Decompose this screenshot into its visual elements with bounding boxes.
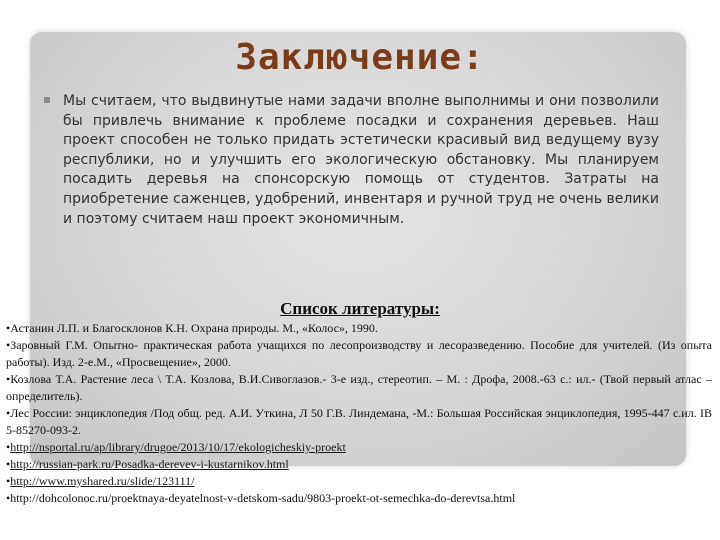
reference-item-2: • Заровный Г.М. Опытно- практическая работа учащихся по лесопроизводству и лесоразведению. Пособие для учителей. (Из опыта работы). Изд. 2-е.М., «Просвещение», 2000. bbox=[6, 337, 712, 371]
reference-link-item-2 bbox=[6, 456, 712, 473]
references-list bbox=[6, 320, 712, 507]
reference-item-1: • Астанин Л.П. и Благосклонов К.Н. Охрана природы. М., «Колос», 1990. bbox=[6, 320, 712, 337]
reference-link-item-3 bbox=[6, 473, 712, 490]
reference-item-4: • Лес России: энциклопедия /Под общ. ред. А.И. Уткина, Л 50 Г.В. Линдемана, -М.: Большая Российская энциклопедия, 1995-447 с.ил. IB 5-85270-093-2. bbox=[6, 405, 712, 439]
references-title: Список литературы: bbox=[280, 299, 440, 318]
reference-item-3: • Козлова Т.А. Растение леса \ Т.А. Козлова, В.И.Сивоглазов.- 3-е изд., стереотип. – М. : Дрофа, 2008.-63 с.: ил.- (Твой первый атлас – определитель). bbox=[6, 371, 712, 405]
conclusion-text: Мы считаем, что выдвинутые нами задачи вполне выполнимы и они позволили бы привлечь внимание к проблеме посадки и сохранения деревьев. Наш проект способен не только придать эстетически красивый вид ведущему вузу республики, но и улучшить его экологическую обстановку. Мы планируем посадить деревья на спонсорскую помощь от студентов. Затраты на приобретение саженцев, удобрений, инвентаря и ручной труд не очень велики и поэтому считаем наш проект экономичным. bbox=[63, 93, 659, 227]
reference-link-3[interactable]: http://www.myshared.ru/slide/123111/ bbox=[10, 474, 195, 488]
reference-item-last: • http://dohcolonoc.ru/proektnaya-deyatelnost-v-detskom-sadu/9803-proekt-ot-semechka-do-derevtsa.html bbox=[6, 490, 712, 507]
bullet-square-icon bbox=[44, 97, 50, 103]
reference-link-item-1 bbox=[6, 439, 712, 456]
slide-title: Заключение: bbox=[235, 37, 485, 78]
reference-link-2[interactable]: http://russian-park.ru/Posadka-derevev-i-kustarnikov.html bbox=[10, 457, 289, 471]
reference-link-1[interactable]: http://nsportal.ru/ap/library/drugoe/2013/10/17/ekologicheskiy-proekt bbox=[10, 440, 346, 454]
